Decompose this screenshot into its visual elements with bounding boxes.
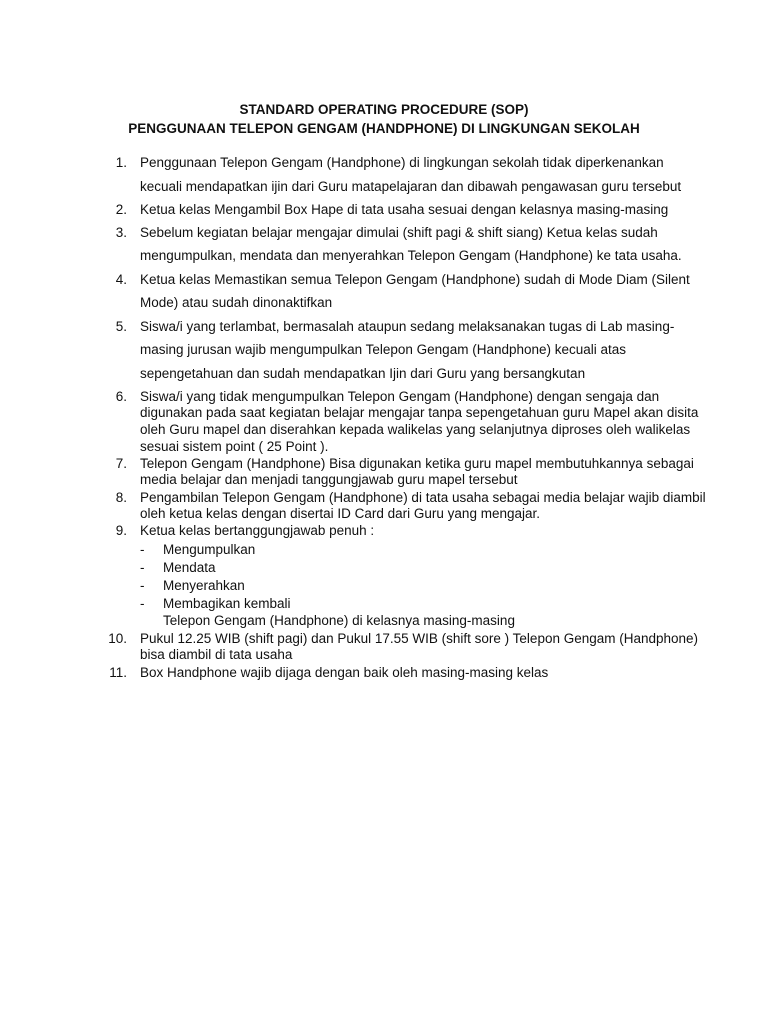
item-number: 1. [115, 155, 127, 170]
item-text: Penggunaan Telepon Gengam (Handphone) di lingkungan sekolah tidak diperkenankan [140, 155, 664, 170]
item-text: digunakan pada saat kegiatan belajar mengajar tanpa sepengetahuan guru Mapel akan disita [140, 405, 699, 420]
bullet-dash: - [140, 596, 145, 611]
item-text: Siswa/i yang tidak mengumpulkan Telepon Gengam (Handphone) dengan sengaja dan [140, 389, 660, 404]
sub-item: Membagikan kembali [163, 596, 291, 611]
item-text: bisa diambil di tata usaha [140, 647, 293, 662]
bullet-dash: - [140, 578, 145, 593]
document-subtitle: PENGGUNAAN TELEPON GENGAM (HANDPHONE) DI LINGKUNGAN SEKOLAH [128, 121, 640, 136]
item-text: kecuali mendapatkan ijin dari Guru matapelajaran dan dibawah pengawasan guru tersebut [140, 179, 682, 194]
item-text: masing jurusan wajib mengumpulkan Telepon Gengam (Handphone) kecuali atas [140, 342, 627, 357]
sub-item: Mendata [163, 560, 216, 575]
item-text: Telepon Gengam (Handphone) Bisa digunakan ketika guru mapel membutuhkannya sebagai [140, 456, 694, 471]
item-text: Mode) atau sudah dinonaktifkan [140, 295, 333, 310]
item-number: 9. [115, 523, 127, 538]
item-number: 10. [108, 631, 127, 646]
bullet-dash: - [140, 560, 145, 575]
sub-item: Mengumpulkan [163, 542, 256, 557]
item-number: 4. [115, 272, 127, 287]
item-text: Ketua kelas Memastikan semua Telepon Gengam (Handphone) sudah di Mode Diam (Silent [140, 272, 690, 287]
item-number: 8. [115, 490, 127, 505]
bullet-dash: - [140, 542, 145, 557]
item-text: Siswa/i yang terlambat, bermasalah ataupun sedang melaksanakan tugas di Lab masing- [140, 319, 675, 334]
item-text: Box Handphone wajib dijaga dengan baik oleh masing-masing kelas [140, 665, 549, 680]
item-text: oleh ketua kelas dengan disertai ID Card dari Guru yang mengajar. [140, 506, 540, 521]
sub-item-note: Telepon Gengam (Handphone) di kelasnya masing-masing [163, 613, 515, 628]
document-title: STANDARD OPERATING PROCEDURE (SOP) [239, 102, 529, 117]
item-text: Pukul 12.25 WIB (shift pagi) dan Pukul 17.55 WIB (shift sore ) Telepon Gengam (Handphone) [140, 631, 699, 646]
item-number: 5. [115, 319, 127, 334]
item-text: Pengambilan Telepon Gengam (Handphone) di tata usaha sebagai media belajar wajib diambil [140, 490, 706, 505]
sub-item: Menyerahkan [163, 578, 245, 593]
item-text: mengumpulkan, mendata dan menyerahkan Telepon Gengam (Handphone) ke tata usaha. [140, 248, 682, 263]
item-number: 7. [115, 456, 127, 471]
item-text: media belajar dan menjadi tanggungjawab guru mapel tersebut [140, 472, 518, 487]
item-text: Sebelum kegiatan belajar mengajar dimulai (shift pagi & shift siang) Ketua kelas sudah [140, 225, 658, 240]
item-text: sesuai sistem point ( 25 Point ). [140, 439, 329, 454]
item-number: 11. [109, 665, 127, 680]
item-number: 3. [115, 225, 127, 240]
item-number: 6. [115, 389, 127, 404]
item-number: 2. [115, 202, 127, 217]
item-text: Ketua kelas bertanggungjawab penuh : [140, 523, 375, 538]
item-text: Ketua kelas Mengambil Box Hape di tata usaha sesuai dengan kelasnya masing-masing [140, 202, 669, 217]
item-text: sepengetahuan dan sudah mendapatkan Ijin dari Guru yang bersangkutan [140, 366, 586, 381]
item-text: oleh Guru mapel dan diserahkan kepada walikelas yang selanjutnya diproses oleh walikelas [140, 422, 691, 437]
